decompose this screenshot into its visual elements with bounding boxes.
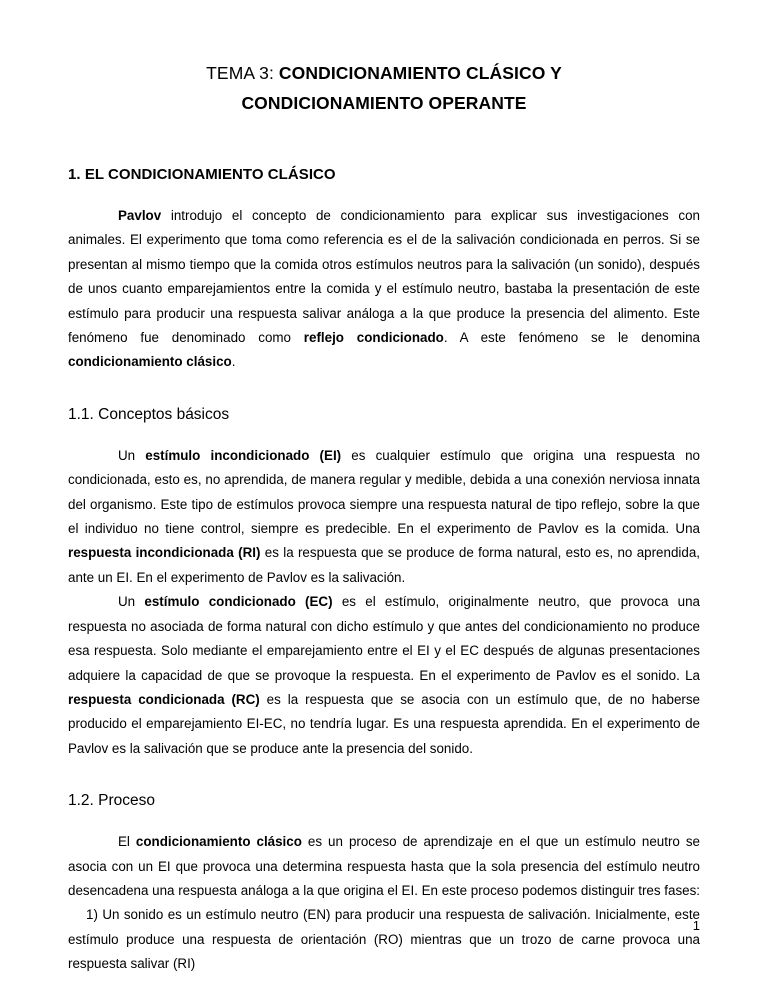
section-1-1-paragraph-1 [68,425,700,590]
section-heading-1-2: 1.2. Proceso [68,792,156,810]
section-1-1-paragraph-1-text-c: es la respuesta que se produce de forma natural, esto es, no aprendida, ante un EI. En el experimento de Pavlov es la salivación. [68,545,700,585]
section-heading-1-1: 1.1. Conceptos básicos [68,405,230,423]
section-1-paragraph-1 [68,185,700,375]
section-1-2-paragraph-1-text-b: es un proceso de aprendizaje en el que un estímulo neutro se asocia con un EI que provoca una determina respuesta hasta que la sola presencia del estímulo neutro desencadena una respuesta análoga a la que origina el EI. En este proceso podemos distinguir tres fases: [68,834,701,898]
section-1-paragraph-1-text-c: . [231,354,236,370]
section-1-paragraph-1-text-b: . A este fenómeno se le denomina [443,330,700,346]
section-1-2-paragraph-1-text-a: El [118,834,136,850]
term-estimulo-incondicionado: estímulo incondicionado (EI) [145,447,342,463]
section-1-2-paragraph-1 [68,811,700,903]
term-respuesta-incondicionada: respuesta incondicionada (RI) [68,545,261,561]
section-1-paragraph-1-text-a: introdujo el concepto de condicionamiento para explicar sus investigaciones con animales. El experimento que toma como referencia es el de la salivación condicionada en perros. Si se presentan al mismo tiempo que la comida otros estímulos neutros para la salivación (un sonido), después de unos cuanto emparejamientos entre la comida y el estímulo neutro, bastaba la presentación de este estímulo para producir una respuesta salivar análoga a la que produce la presencia del alimento. Este fenómeno fue denominado como [68,208,700,346]
section-1-1-paragraph-2-text-a: Un [118,594,145,610]
section-1-1-paragraph-2-text-c: es la respuesta que se asocia con un estímulo que, de no haberse producido el emparejamiento EI-EC, no tendría lugar. Es una respuesta aprendida. En el experimento de Pavlov es la salivación que se produce ante la presencia del sonido. [68,691,700,756]
document-content [68,0,700,977]
term-respuesta-condicionada: respuesta condicionada (RC) [68,691,260,707]
section-heading-1: 1. EL CONDICIONAMIENTO CLÁSICO [68,166,336,183]
document-title-line1: CONDICIONAMIENTO CLÁSICO Y [278,63,562,83]
document-title [68,0,700,118]
term-pavlov: Pavlov [118,208,162,223]
term-condicionamiento-clasico-2: condicionamiento clásico [135,834,302,850]
page-number: 1 [692,918,700,933]
section-1-2-list-item-1: 1) Un sonido es un estímulo neutro (EN) para producir una respuesta de salivación. Inicialmente, este estímulo produce una respuesta de orientación (RO) mientras que un trozo de carne provoca una respuesta salivar (RI) [68,907,700,972]
section-1-1-paragraph-1-text-a: Un [118,447,146,463]
section-1-1-paragraph-2-text-b: es el estímulo, originalmente neutro, que provoca una respuesta no asociada de forma natural con dicho estímulo y que antes del condicionamiento no produce esa respuesta. Solo mediante el emparejamiento entre el EI y el EC después de algunas presentaciones adquiere la capacidad de que se provoque la respuesta. En el experimento de Pavlov es el sonido. La [68,594,701,683]
term-condicionamiento-clasico: condicionamiento clásico [68,354,232,370]
section-1-1-paragraph-2 [68,590,700,761]
document-title-prefix: TEMA 3: [206,63,279,83]
term-reflejo-condicionado: reflejo condicionado [303,330,444,346]
document-title-line2: CONDICIONAMIENTO OPERANTE [241,93,527,113]
section-1-1-paragraph-1-text-b: es cualquier estímulo que origina una respuesta no condicionada, esto es, no aprendida, de manera regular y medible, debida a una conexión nerviosa innata del organismo. Este tipo de estímulos provoca siempre una respuesta natural de tipo reflejo, sobre la que el individuo no tiene control, siempre es predecible. En el experimento de Pavlov es la comida. Una [68,447,700,537]
term-estimulo-condicionado: estímulo condicionado (EC) [144,594,333,610]
